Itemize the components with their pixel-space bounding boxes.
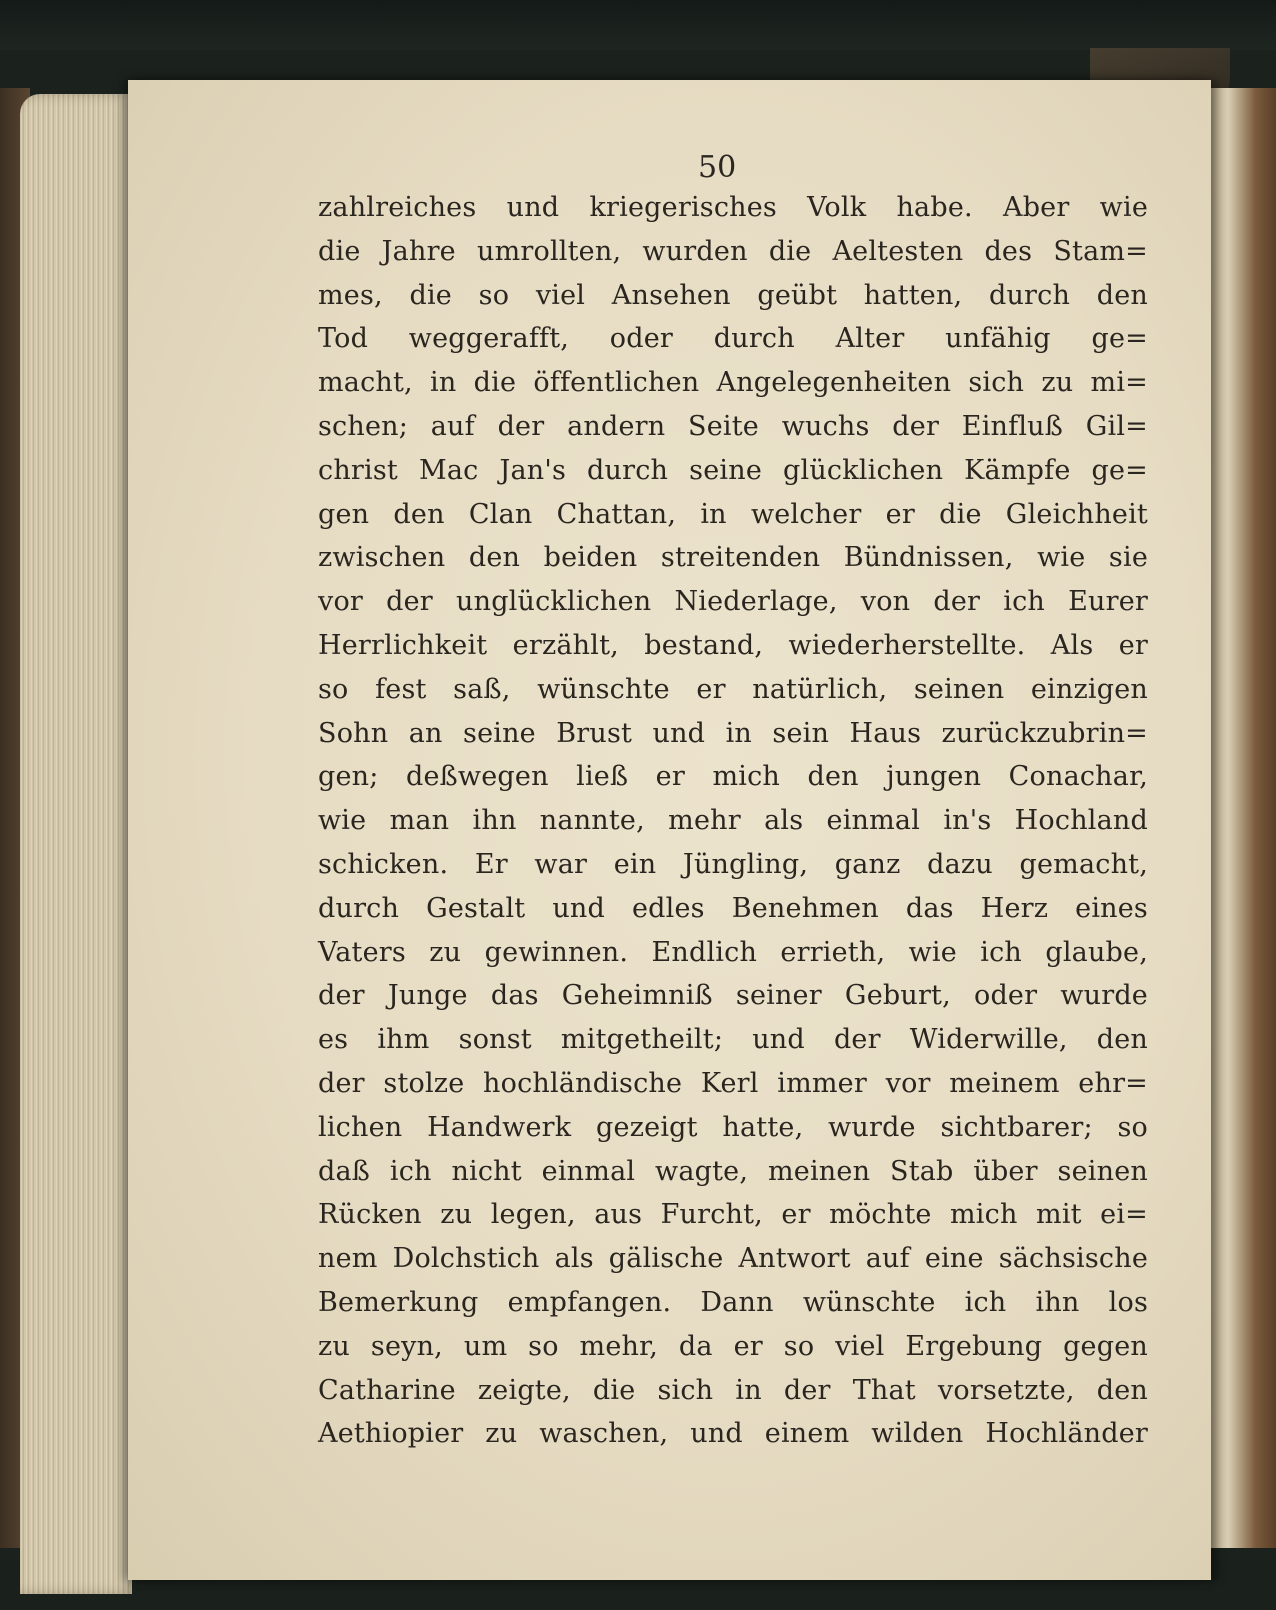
text-line: schen; auf der andern Seite wuchs der Einfluß Gil= [318,410,1148,442]
text-line: schicken. Er war ein Jüngling, ganz dazu gemacht, [318,848,1148,880]
text-line: gen den Clan Chattan, in welcher er die Gleichheit [318,498,1148,530]
page-stack [20,94,132,1594]
text-line: nem Dolchstich als gälische Antwort auf eine sächsische [318,1243,1148,1275]
text-line: gen; deßwegen ließ er mich den jungen Conachar, [318,761,1148,793]
facing-page-edge [1208,88,1276,1548]
text-line: Sohn an seine Brust und in sein Haus zurückzubrin= [318,717,1148,749]
text-line: es ihm sonst mitgetheilt; und der Widerwille, den [318,1024,1148,1056]
scan-background-top [0,0,1276,50]
text-line: der Junge das Geheimniß seiner Geburt, oder wurde [318,980,1148,1012]
text-line: wie man ihn nannte, mehr als einmal in's Hochland [318,805,1148,837]
text-line: daß ich nicht einmal wagte, meinen Stab über seinen [318,1155,1148,1187]
text-line: vor der unglücklichen Niederlage, von der ich Eurer [318,586,1148,618]
text-line: Bemerkung empfangen. Dann wünschte ich ihn los [318,1286,1148,1318]
text-line: Rücken zu legen, aus Furcht, er möchte mich mit ei= [318,1199,1148,1231]
text-line: lichen Handwerk gezeigt hatte, wurde sichtbarer; so [318,1111,1148,1143]
page-number: 50 [698,150,737,185]
text-line: durch Gestalt und edles Benehmen das Herz eines [318,892,1148,924]
text-line: die Jahre umrollten, wurden die Aeltesten des Stam= [318,235,1148,267]
page-text [318,186,1148,1456]
text-line: der stolze hochländische Kerl immer vor meinem ehr= [318,1067,1148,1099]
text-line: Tod weggerafft, oder durch Alter unfähig ge= [318,323,1148,355]
text-line: christ Mac Jan's durch seine glücklichen Kämpfe ge= [318,454,1148,486]
text-line: Vaters zu gewinnen. Endlich errieth, wie ich glaube, [318,936,1148,968]
text-line: macht, in die öffentlichen Angelegenheiten sich zu mi= [318,367,1148,399]
text-line: Aethiopier zu waschen, und einem wilden Hochländer [318,1418,1148,1450]
text-line: zahlreiches und kriegerisches Volk habe. Aber wie [318,192,1148,223]
text-line: Herrlichkeit erzählt, bestand, wiederherstellte. Als er [318,629,1148,661]
text-line: zwischen den beiden streitenden Bündnissen, wie sie [318,542,1148,574]
text-line: so fest saß, wünschte er natürlich, seinen einzigen [318,673,1148,705]
text-line: zu seyn, um so mehr, da er so viel Ergebung gegen [318,1330,1148,1362]
text-line: Catharine zeigte, die sich in der That vorsetzte, den [318,1374,1148,1406]
text-line: mes, die so viel Ansehen geübt hatten, durch den [318,279,1148,311]
